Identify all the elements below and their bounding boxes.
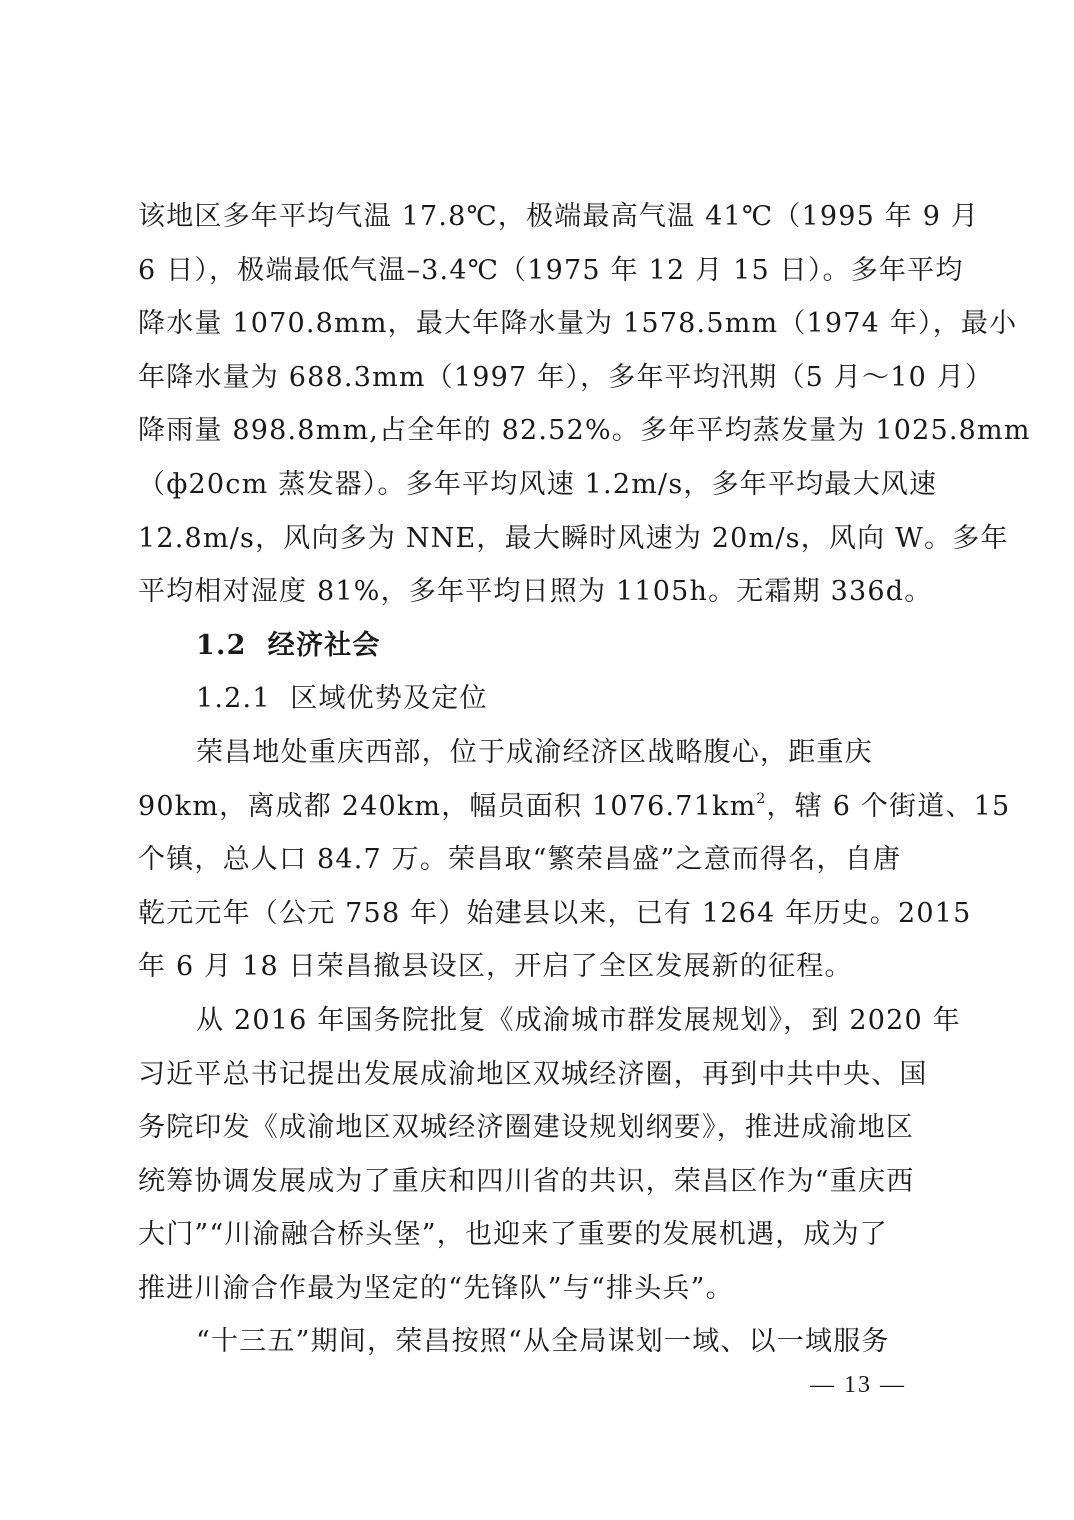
document-page — [138, 190, 1031, 1369]
text-line: 大门”“川渝融合桥头堡”，也迎来了重要的发展机遇，成为了 — [138, 1219, 889, 1251]
text-line: （ф20cm 蒸发器）。多年平均风速 1.2m/s，多年平均最大风速 — [138, 468, 938, 500]
section-title: 区域优势及定位 — [290, 683, 488, 715]
text-line: 该地区多年平均气温 17.8℃，极端最高气温 41℃（1995 年 9 月 — [138, 201, 980, 232]
section-heading-1-2-1 — [138, 672, 938, 726]
section-number: 1.2.1 — [196, 683, 271, 715]
text-line: 年降水量为 688.3mm（1997 年），多年平均汛期（5 月～10 月） — [138, 361, 994, 393]
location-paragraph — [138, 726, 1011, 994]
superscript: 2 — [756, 790, 767, 807]
policy-paragraph — [138, 994, 961, 1316]
text-line: 习近平总书记提出发展成渝地区双城经济圈，再到中共中央、国 — [138, 1058, 928, 1090]
text-line: “十三五”期间，荣昌按照“从全局谋划一域、以一域服务 — [196, 1326, 890, 1358]
text-line: 6 日），极端最低气温–3.4℃（1975 年 12 月 15 日）。多年平均 — [138, 254, 964, 286]
text-line: 从 2016 年国务院批复《成渝城市群发展规划》，到 2020 年 — [196, 1004, 961, 1036]
text-line: 推进川渝合作最为坚定的“先锋队”与“排头兵”。 — [138, 1272, 734, 1304]
text-line: 平均相对湿度 81%，多年平均日照为 1105h。无霜期 336d。 — [138, 576, 933, 608]
text-segment: ，辖 6 个街道、15 — [766, 790, 1011, 822]
text-line — [138, 780, 1011, 834]
text-line: 统筹协调发展成为了重庆和四川省的共识，荣昌区作为“重庆西 — [138, 1165, 915, 1197]
page-number: — 13 — — [810, 1372, 906, 1398]
text-line: 降雨量 898.8mm,占全年的 82.52%。多年平均蒸发量为 1025.8mm — [138, 415, 1031, 447]
text-line: 降水量 1070.8mm，最大年降水量为 1578.5mm（1974 年），最小 — [138, 308, 1018, 340]
section-number: 1.2 — [196, 629, 247, 661]
section-title: 经济社会 — [267, 629, 381, 661]
text-segment: 90km，离成都 240km，幅员面积 1076.71km — [138, 790, 757, 822]
section-heading-1-2 — [138, 619, 938, 673]
text-line: 乾元元年（公元 758 年）始建县以来，已有 1264 年历史。2015 — [138, 897, 972, 929]
text-line: 12.8m/s，风向多为 NNE，最大瞬时风速为 20m/s，风向 W。多年 — [138, 522, 1009, 554]
text-line: 荣昌地处重庆西部，位于成渝经济区战略腹心，距重庆 — [196, 736, 873, 768]
text-line: 个镇，总人口 84.7 万。荣昌取“繁荣昌盛”之意而得名，自唐 — [138, 844, 902, 876]
climate-paragraph — [138, 190, 1031, 619]
text-line: 务院印发《成渝地区双城经济圈建设规划纲要》，推进成渝地区 — [138, 1112, 915, 1144]
text-line: 年 6 月 18 日荣昌撤县设区，开启了全区发展新的征程。 — [138, 951, 853, 983]
